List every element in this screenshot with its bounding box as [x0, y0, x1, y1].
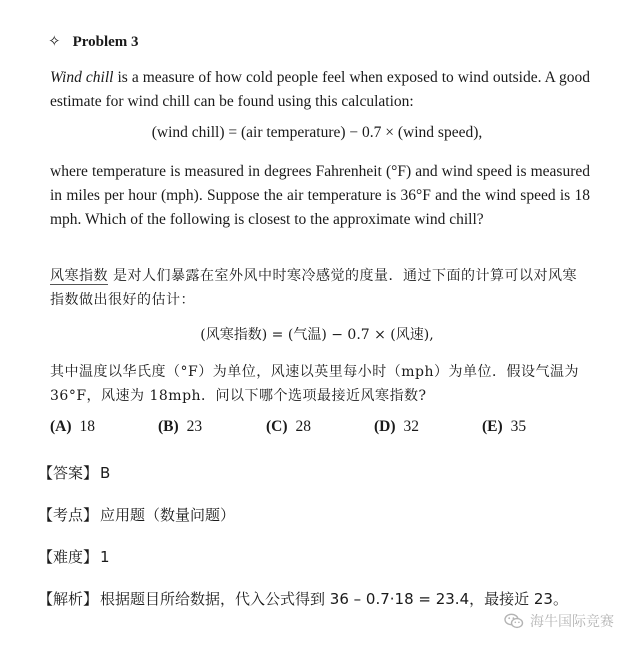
chinese-paragraph-2: 其中温度以华氏度（°F）为单位，风速以英里每小时（mph）为单位．假设气温为 36°F，风速为 18mph．问以下哪个选项最接近风寒指数? — [50, 364, 579, 404]
answer-value: B — [100, 464, 111, 482]
english-paragraph-2: where temperature is measured in degrees Fahrenheit (°F) and wind speed is measured in miles per hour (mph). Suppose the air temperature is 36°F and the wind speed is 18 mph. Which of the following is closest to the approximate wind chill? — [50, 163, 590, 228]
analysis-value: 根据题目所给数据，代入公式得到 36 – 0.7·18 = 23.4，最接近 23。 — [100, 590, 568, 608]
choice-a — [50, 418, 158, 436]
choice-value: 18 — [79, 418, 96, 435]
chinese-term: 风寒指数 — [50, 268, 108, 284]
chinese-formula: (风寒指数) = (气温) − 0.7 × (风速), — [200, 327, 434, 343]
problem-title: Problem 3 — [72, 34, 139, 50]
answer-line — [38, 462, 110, 483]
difficulty-value: 1 — [100, 548, 110, 566]
topic-value: 应用题（数量问题） — [100, 506, 236, 524]
choice-c — [266, 418, 374, 436]
wechat-icon — [504, 613, 524, 629]
choice-value: 35 — [510, 418, 527, 435]
answer-label: 【答案】 — [38, 464, 99, 482]
english-paragraph-1-text: is a measure of how cold people feel when exposed to wind outside. A good estimate for wind chill can be found using this calculation: — [50, 69, 590, 110]
problem-heading — [48, 32, 139, 51]
choice-d — [374, 418, 482, 436]
english-paragraph-1 — [50, 66, 590, 114]
choice-value: 32 — [403, 418, 420, 435]
english-term: Wind chill — [50, 69, 114, 86]
choice-value: 28 — [295, 418, 312, 435]
choice-b — [158, 418, 266, 436]
choice-letter: (B) — [158, 418, 179, 435]
answer-choices — [50, 418, 590, 436]
analysis-line — [38, 588, 568, 609]
english-formula: (wind chill) = (air temperature) − 0.7 × (wind speed), — [151, 124, 483, 141]
choice-value: 23 — [186, 418, 203, 435]
watermark-text: 海牛国际竞赛 — [530, 614, 614, 630]
choice-letter: (C) — [266, 418, 288, 435]
diamond-icon: ✧ — [48, 34, 61, 50]
chinese-paragraph-1-text: 是对人们暴露在室外风中时寒冷感觉的度量．通过下面的计算可以对风寒指数做出很好的估计： — [50, 268, 577, 308]
chinese-paragraph-1 — [50, 264, 590, 312]
difficulty-line — [38, 546, 110, 567]
topic-label: 【考点】 — [38, 506, 99, 524]
choice-letter: (A) — [50, 418, 72, 435]
choice-letter: (D) — [374, 418, 396, 435]
watermark — [504, 611, 614, 631]
difficulty-label: 【难度】 — [38, 548, 99, 566]
topic-line — [38, 504, 235, 525]
choice-e — [482, 418, 590, 436]
choice-letter: (E) — [482, 418, 503, 435]
analysis-label: 【解析】 — [38, 590, 99, 608]
